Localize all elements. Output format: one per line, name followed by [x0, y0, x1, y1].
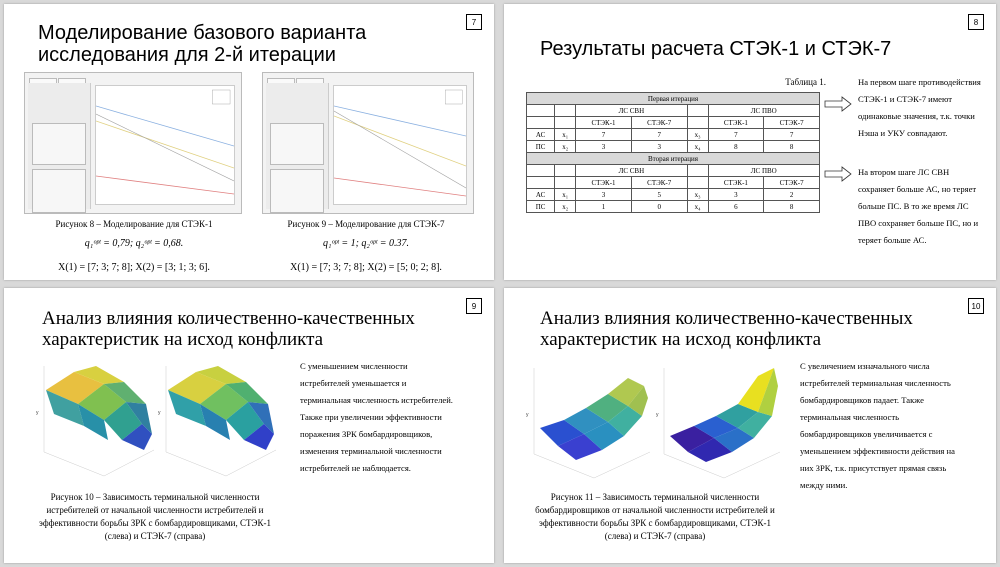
col-stek7: СТЭК-7 [631, 117, 687, 129]
col-stek1: СТЭК-1 [576, 117, 632, 129]
col-ls-pvo: ЛС ПВО [708, 105, 819, 117]
header-second-iteration: Вторая итерация [527, 153, 820, 165]
header-first-iteration: Первая итерация [527, 93, 820, 105]
slide-title-line2: характеристик на исход конфликта [540, 329, 822, 350]
slide-title-line2: исследования для 2-й итерации [38, 44, 336, 66]
slide-title-line1: Анализ влияния количественно-качественных [540, 308, 913, 329]
table-row: ПС x₂ 3 3 x₄ 8 8 [527, 141, 820, 153]
figure-8-vectors: X(1) = [7; 3; 7; 8]; X(2) = [3; 1; 3; 6]. [58, 262, 210, 273]
svg-text:y: y [656, 412, 659, 418]
figure-9-formula: q₁ᵒᵖᵗ = 1; q₂ᵒᵖᵗ = 0.37. [322, 238, 409, 249]
figure-9-caption: Рисунок 9 – Моделирование для СТЭК-7 [287, 219, 445, 229]
surface-plot-stek1 [524, 356, 654, 482]
surface-plot-stek7 [156, 354, 280, 480]
slide-9[interactable] [4, 288, 494, 563]
slide-number: 9 [466, 298, 482, 314]
surface-plot-stek1 [34, 354, 158, 480]
figure-8-caption: Рисунок 8 – Моделирование для СТЭК-1 [55, 219, 213, 229]
figure-11-caption: Рисунок 11 – Зависимость терминальной численности бомбардировщиков от начальной численности истребителей и эффективности борьбы ЗРК с бомбардировщиками, СТЭК-1 (слева) и СТЭК-7 (справа) [535, 492, 775, 541]
figure-9-vectors: X(1) = [7; 3; 7; 8]; X(2) = [5; 0; 2; 8]. [290, 262, 442, 273]
col-stek1: СТЭК-1 [708, 117, 764, 129]
results-table: Первая итерация ЛС СВН ЛС ПВО СТЭК-1 СТЭК-7 СТЭК-1 СТЭК-7 АС x₁ 7 7 x₃ 7 7 ПС x₂ 3 3 x₄ 8 8 Вторая итерация ЛС СВН ЛС ПВО СТЭК-1 СТЭК-7 СТЭК-1 СТЭК-7 АС x₁ 3 5 x₃ 3 2 ПС x₂ 1 0 x₄ 6 8 [526, 92, 820, 213]
slide-title-line2: характеристик на исход конфликта [42, 329, 324, 350]
table-row: АС x₁ 3 5 x₃ 3 2 [527, 189, 820, 201]
table-row: ПС x₂ 1 0 x₄ 6 8 [527, 201, 820, 213]
slide-8[interactable] [504, 4, 996, 280]
arrow-right-icon [824, 166, 852, 182]
figure-10-caption: Рисунок 10 – Зависимость терминальной численности истребителей от начальной численности истребителей и эффективности борьбы ЗРК с бомбардировщиками, СТЭК-1 (слева) и СТЭК-7 (справа) [39, 492, 271, 541]
simulation-screenshot-stek1 [24, 72, 242, 214]
slide-title-line1: Анализ влияния количественно-качественных [42, 308, 415, 329]
col-ls-svn: ЛС СВН [576, 105, 687, 117]
surface-plot-stek7 [654, 356, 784, 482]
note-second-step: На втором шаге ЛС СВН сохраняет больше АС, но теряет больше ПС. В то же время ЛС ПВО сохраняет больше ПС, но и теряет больше АС. [858, 167, 979, 245]
slide-10[interactable] [504, 288, 996, 563]
col-stek7: СТЭК-7 [764, 117, 820, 129]
analysis-text: С уменьшением численности истребителей уменьшается и терминальная численность истребителей. Также при увеличении эффективности поражения ЗРК бомбардировщиков, изменения терминальной численности истребителей не наблюдается. [300, 361, 453, 473]
note-first-step: На первом шаге противодействия СТЭК-1 и СТЭК-7 имеют одинаковые значения, т.к. точки Нэша и УКУ совпадают. [858, 77, 981, 138]
figure-8-formula: q₁ᵒᵖᵗ = 0,79; q₂ᵒᵖᵗ = 0,68. [84, 238, 184, 249]
slide-title-line1: Моделирование базового варианта [38, 22, 367, 44]
table-row: АС x₁ 7 7 x₃ 7 7 [527, 129, 820, 141]
analysis-text: С увеличением изначального числа истребителей терминальная численность бомбардировщиков падает. Также терминальная численность бомбардировщиков увеличивается с уменьшением эффективности действия на них ЗРК, т.к. присутствует прямая связь между ними. [800, 361, 955, 490]
slide-number: 10 [968, 298, 984, 314]
slide-number: 7 [466, 14, 482, 30]
svg-text:y: y [36, 410, 39, 416]
simulation-screenshot-stek7 [262, 72, 474, 214]
slide-title: Результаты расчета СТЭК-1 и СТЭК-7 [540, 38, 892, 60]
line-plot [334, 86, 466, 204]
svg-text:y: y [158, 410, 161, 416]
arrow-right-icon [824, 96, 852, 112]
slide-7[interactable] [4, 4, 494, 280]
svg-text:y: y [526, 412, 529, 418]
table-label: Таблица 1. [785, 77, 826, 87]
slide-number: 8 [968, 14, 984, 30]
line-plot [96, 86, 234, 204]
